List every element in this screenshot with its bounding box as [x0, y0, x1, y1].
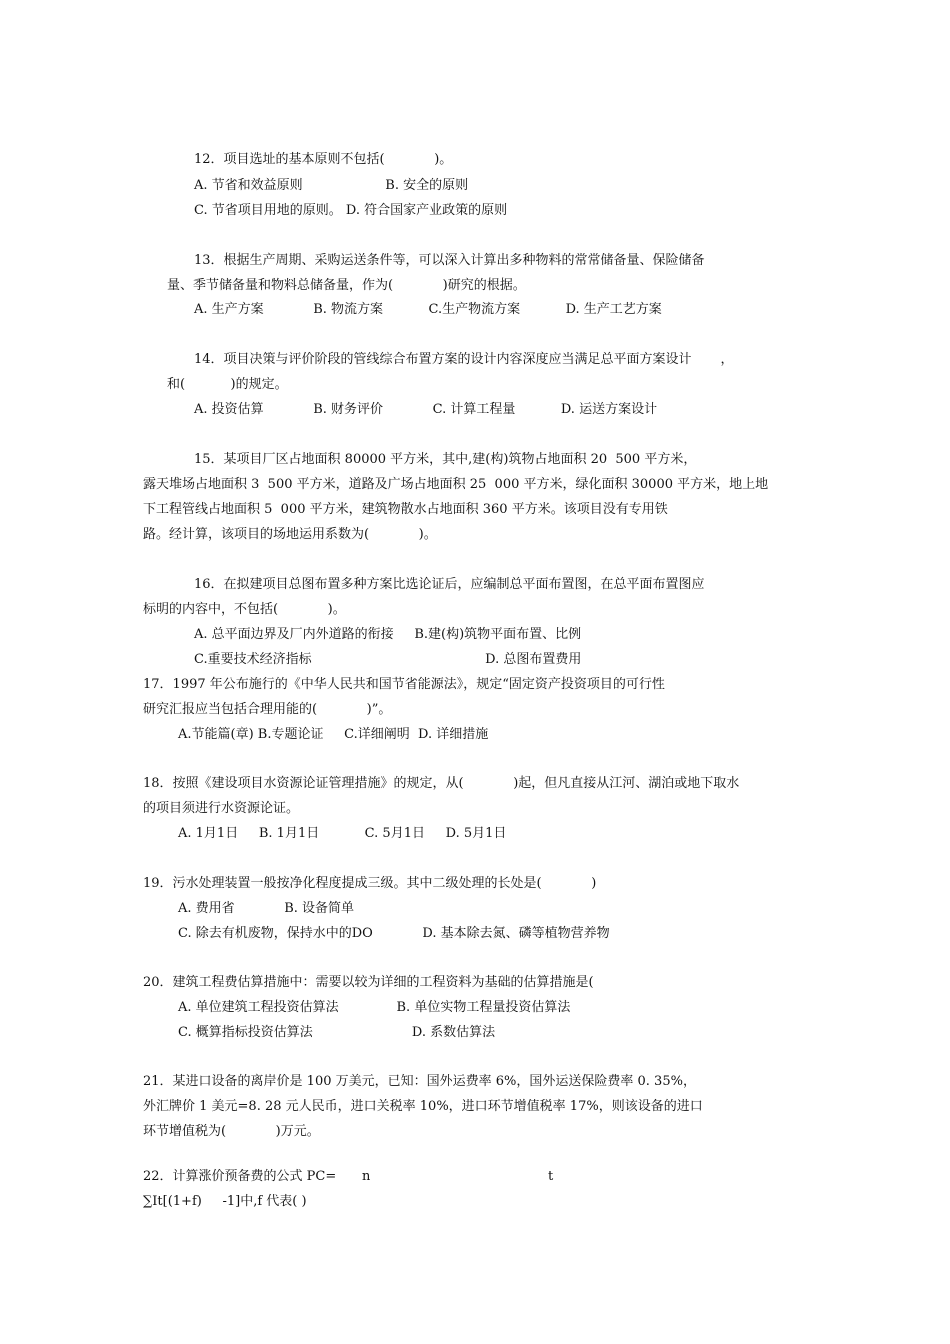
q16-stem-line1: 16．在拟建项目总图布置多种方案比选论证后，应编制总平面布置图，在总平面布置图应	[194, 577, 705, 592]
q15-stem-line3: 下工程管线占地面积 5 000 平方米，建筑物散水占地面积 360 平方米。该项目没有专用铁	[143, 502, 668, 517]
q19-options-ab: A. 费用省 B. 设备简单	[178, 901, 355, 916]
q21-stem-line3: 环节增值税为( )万元。	[143, 1124, 320, 1139]
q20-options-ab: A. 单位建筑工程投资估算法 B. 单位实物工程量投资估算法	[178, 1000, 571, 1015]
q16-options-cd: C.重要技术经济指标 D. 总图布置费用	[194, 652, 582, 667]
q15-stem-line1: 15．某项目厂区占地面积 80000 平方米，其中,建(构)筑物占地面积 20 500 平方米，	[194, 452, 697, 467]
q17-options: A.节能篇(章) B.专题论证 C.详细阐明 D. 详细措施	[178, 727, 489, 742]
q22-superscript-t: t	[548, 1169, 554, 1184]
q12-options-ab: A. 节省和效益原则 B. 安全的原则	[194, 178, 469, 193]
q22-superscript-n: n	[362, 1169, 371, 1184]
q15-stem-line2: 露天堆场占地面积 3 500 平方米，道路及广场占地面积 25 000 平方米，绿化面积 30000 平方米，地上地	[143, 477, 769, 492]
q20-stem: 20．建筑工程费估算措施中：需要以较为详细的工程资料为基础的估算措施是(	[143, 975, 594, 990]
q13-options: A. 生产方案 B. 物流方案 C.生产物流方案 D. 生产工艺方案	[194, 302, 662, 317]
q12-options-cd: C. 节省项目用地的原则。 D. 符合国家产业政策的原则	[194, 203, 508, 218]
q13-stem-line2: 量、季节储备量和物料总储备量，作为( )研究的根据。	[167, 278, 526, 293]
q15-stem-line4: 路。经计算，该项目的场地运用系数为( )。	[143, 527, 437, 542]
q17-stem-line1: 17．1997 年公布施行的《中华人民共和国节省能源法》，规定“固定资产投资项目的可行性	[143, 677, 665, 692]
q17-stem-line2: 研究汇报应当包括合理用能的( )”。	[143, 702, 392, 717]
q16-stem-line2: 标明的内容中，不包括( )。	[143, 602, 346, 617]
q12-stem: 12．项目选址的基本原则不包括( )。	[194, 152, 453, 167]
q13-stem-line1: 13．根据生产周期、采购运送条件等，可以深入计算出多种物料的常常储备量、保险储备	[194, 253, 705, 268]
q18-options: A. 1月1日 B. 1月1日 C. 5月1日 D. 5月1日	[178, 826, 507, 841]
q18-stem-line1: 18．按照《建设项目水资源论证管理措施》的规定，从( )起，但凡直接从江河、湖泊或地下取水	[143, 776, 740, 791]
q14-options: A. 投资估算 B. 财务评价 C. 计算工程量 D. 运送方案设计	[194, 402, 658, 417]
q22-formula: ∑It[(1+f) -1]中,f 代表( )	[143, 1194, 307, 1209]
q16-options-ab: A. 总平面边界及厂内外道路的衔接 B.建(构)筑物平面布置、比例	[194, 627, 582, 642]
q14-stem-line1: 14．项目决策与评价阶段的管线综合布置方案的设计内容深度应当满足总平面方案设计 ，	[194, 352, 734, 367]
q22-stem: 22．计算涨价预备费的公式 PC=	[143, 1169, 337, 1184]
q21-stem-line2: 外汇牌价 1 美元=8. 28 元人民币，进口关税率 10%，进口环节增值税率 17%，则该设备的进口	[143, 1099, 703, 1114]
q21-stem-line1: 21．某进口设备的离岸价是 100 万美元，已知：国外运费率 6%，国外运送保险费率 0. 35%，	[143, 1074, 696, 1089]
q19-stem: 19．污水处理装置一般按净化程度提成三级。其中二级处理的长处是( )	[143, 876, 597, 891]
q14-stem-line2: 和( )的规定。	[167, 377, 288, 392]
q19-options-cd: C. 除去有机废物，保持水中的DO D. 基本除去氮、磷等植物营养物	[178, 926, 610, 941]
q18-stem-line2: 的项目须进行水资源论证。	[143, 801, 300, 816]
q20-options-cd: C. 概算指标投资估算法 D. 系数估算法	[178, 1025, 496, 1040]
